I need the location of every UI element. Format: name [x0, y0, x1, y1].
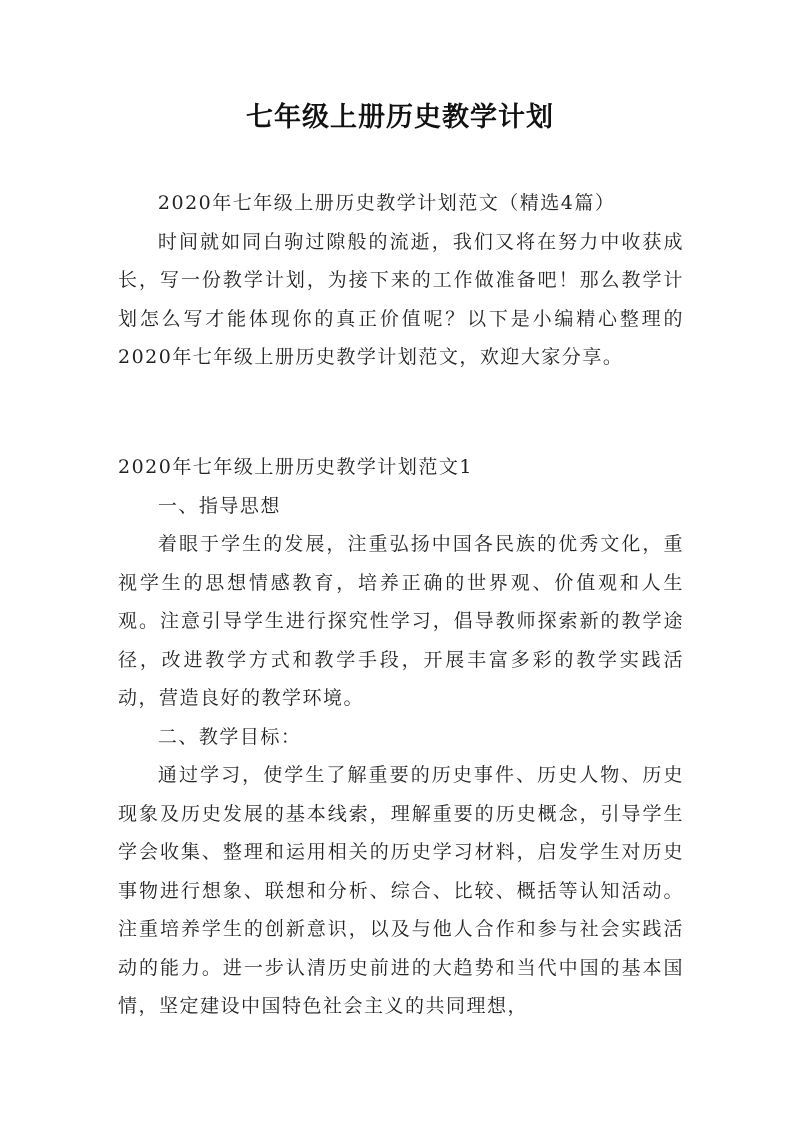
- subheading-teaching-goals: 二、教学目标：: [157, 725, 302, 748]
- intro-subtitle: 2020年七年级上册历史教学计划范文（精选4篇）: [157, 192, 616, 214]
- intro-block: [118, 184, 684, 377]
- intro-paragraph: 时间就如同白驹过隙般的流逝，我们又将在努力中收获成长，写一份教学计划，为接下来的工作做准备吧！那么教学计划怎么写才能体现你的真正价值呢？以下是小编精心整理的2020年七年级上册历史教学计划范文，欢迎大家分享。: [118, 230, 684, 368]
- section-block: [118, 448, 684, 1026]
- section-heading: 2020年七年级上册历史教学计划范文1: [118, 456, 473, 478]
- paragraph-guiding-ideology: 着眼于学生的发展，注重弘扬中国各民族的优秀文化，重视学生的思想情感教育，培养正确的世界观、价值观和人生观。注意引导学生进行探究性学习，倡导教师探索新的教学途径，改进教学方式和教学手段，开展丰富多彩的教学实践活动，营造良好的教学环境。: [118, 533, 684, 709]
- paragraph-teaching-goals: 通过学习，使学生了解重要的历史事件、历史人物、历史现象及历史发展的基本线索，理解重要的历史概念，引导学生学会收集、整理和运用相关的历史学习材料，启发学生对历史事物进行想象、联想和分析、综合、比较、概括等认知活动。注重培养学生的创新意识，以及与他人合作和参与社会实践活动的能力。进一步认清历史前进的大趋势和当代中国的基本国情，坚定建设中国特色社会主义的共同理想，: [118, 764, 684, 1017]
- document-title: 七年级上册历史教学计划: [246, 102, 554, 133]
- subheading-guiding-ideology: 一、指导思想: [157, 494, 281, 517]
